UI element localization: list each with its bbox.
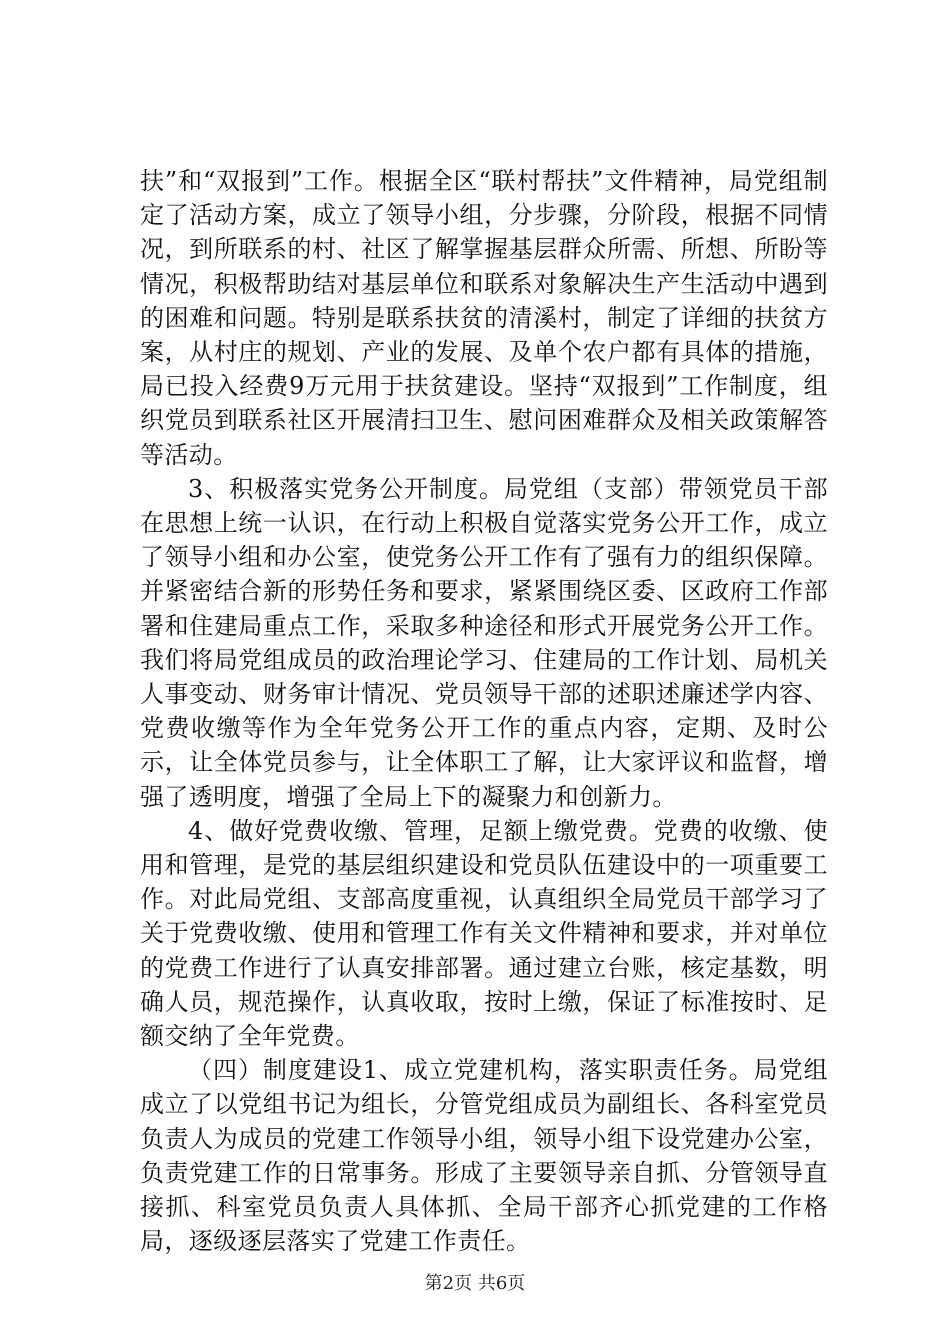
page-number-footer: 第2页 共6页 [424, 1273, 526, 1294]
paragraph-institution-building: （四）制度建设1、成立党建机构，落实职责任务。局党组成立了以党组书记为组长，分管党组成员为副组长、各科室党员负责人为成员的党建工作领导小组，领导小组下设党建办公室，负责党建工作的日常事务。形成了主要领导亲自抓、分管领导直接抓、科室党员负责人具体抓、全局干部齐心抓党建的工作格局，逐级逐层落实了党建工作责任。 [140, 1056, 828, 1256]
paragraph-party-dues: 4、做好党费收缴、管理，足额上缴党费。党费的收缴、使用和管理，是党的基层组织建设和党员队伍建设中的一项重要工作。对此局党组、支部高度重视，认真组织全局党员干部学习了关于党费收缴、使用和管理工作有关文件精神和要求，并对单位的党费工作进行了认真安排部署。通过建立台账，核定基数，明确人员，规范操作，认真收取，按时上缴，保证了标准按时、足额交纳了全年党费。 [140, 816, 828, 1051]
paragraph-continuation: 扶”和“双报到”工作。根据全区“联村帮扶”文件精神，局党组制定了活动方案，成立了领导小组，分步骤，分阶段，根据不同情况，到所联系的村、社区了解掌握基层群众所需、所想、所盼等情况，积极帮助结对基层单位和联系对象解决生产生活动中遇到的困难和问题。特别是联系扶贫的清溪村，制定了详细的扶贫方案，从村庄的规划、产业的发展、及单个农户都有具体的措施，局已投入经费9万元用于扶贫建设。坚持“双报到”工作制度，组织党员到联系社区开展清扫卫生、慰问困难群众及相关政策解答等活动。 [140, 167, 828, 469]
paragraph-party-affairs-disclosure: 3、积极落实党务公开制度。局党组（支部）带领党员干部在思想上统一认识，在行动上积极自觉落实党务公开工作，成立了领导小组和办公室，使党务公开工作有了强有力的组织保障。并紧密结合新的形势任务和要求，紧紧围绕区委、区政府工作部署和住建局重点工作，采取多种途径和形式开展党务公开工作。我们将局党组成员的政治理论学习、住建局的工作计划、局机关人事变动、财务审计情况、党员领导干部的述职述廉述学内容、党费收缴等作为全年党务公开工作的重点内容，定期、及时公示，让全体党员参与，让全体职工了解，让大家评议和监督，增强了透明度，增强了全局上下的凝聚力和创新力。 [140, 474, 828, 811]
document-body [140, 164, 828, 1259]
